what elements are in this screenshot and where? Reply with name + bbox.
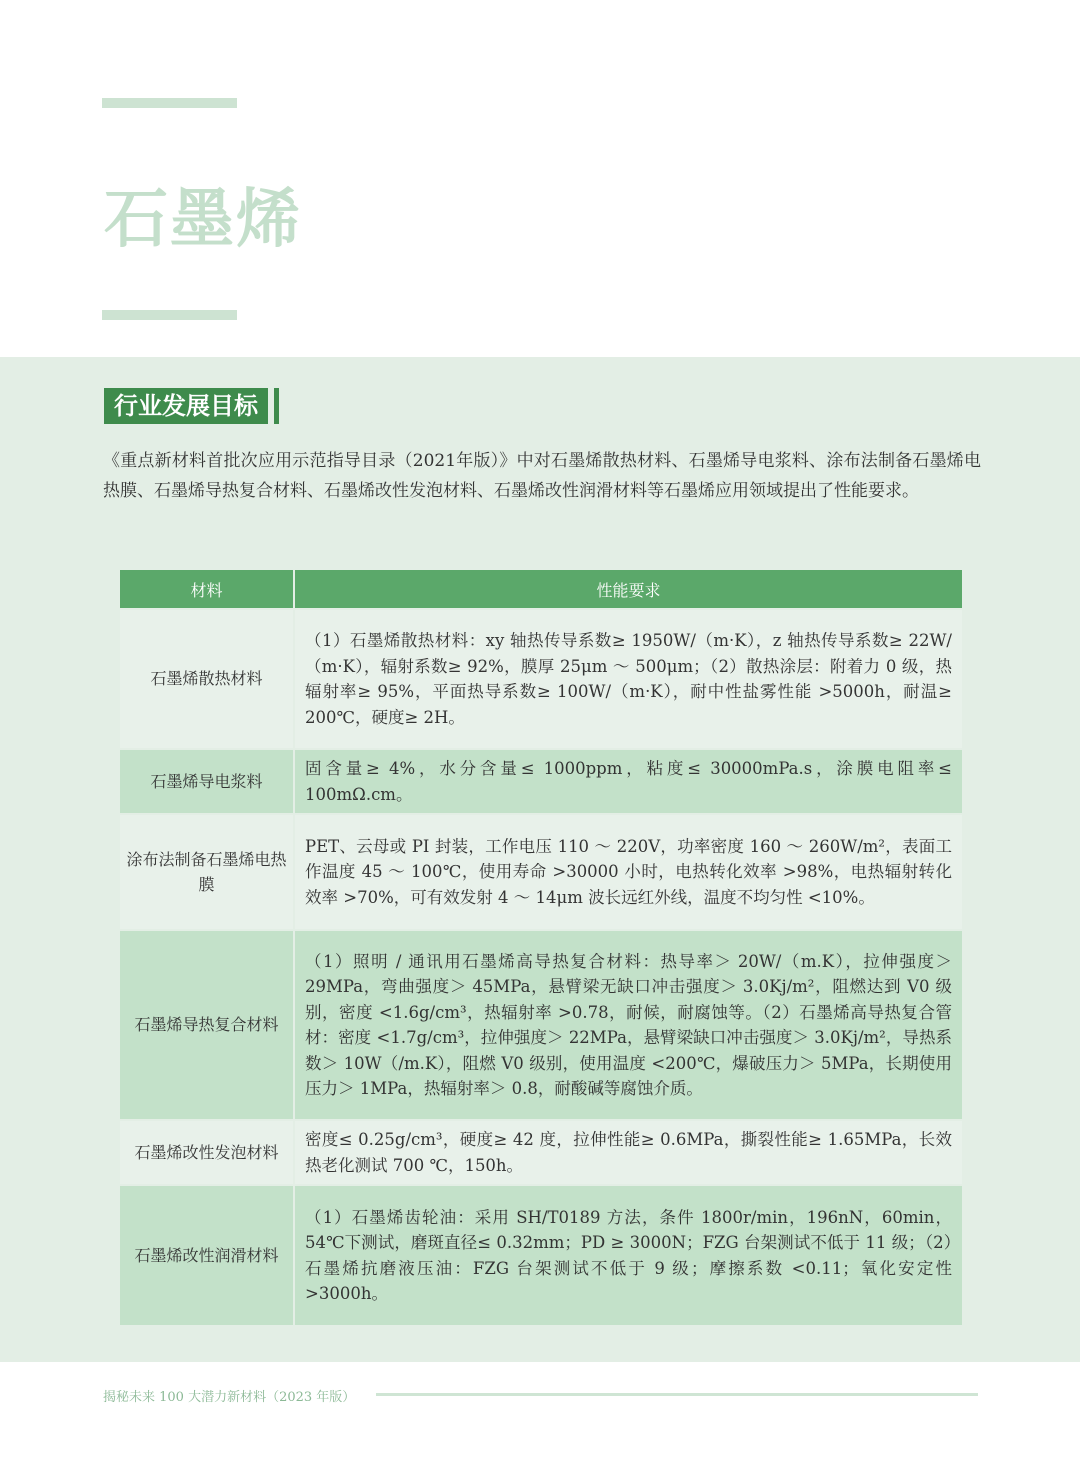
- requirement-cell: （1）照明 / 通讯用石墨烯高导热复合材料：热导率＞ 20W/（m.K），拉伸强度＞ 29MPa，弯曲强度＞ 45MPa，悬臂梁无缺口冲击强度＞ 3.0Kj/m²，阻燃达到 V0 级别，密度 <1.6g/cm³，热辐射率 >0.78，耐候，耐腐蚀等。（2）石墨烯高导热复合管材：密度 <1.7g/cm³，拉伸强度＞ 22MPa，悬臂梁缺口冲击强度＞ 3.0Kj/m²，导热系数＞ 10W（/m.K），阻燃 V0 级别，使用温度 <200℃，爆破压力＞ 5MPa，长期使用压力＞ 1MPa，热辐射率＞ 0.8，耐酸碱等腐蚀介质。: [294, 930, 962, 1120]
- intro-paragraph: 《重点新材料首批次应用示范指导目录（2021年版）》中对石墨烯散热材料、石墨烯导电浆料、涂布法制备石墨烯电热膜、石墨烯导热复合材料、石墨烯改性发泡材料、石墨烯改性润滑材料等石墨烯应用领域提出了性能要求。: [103, 451, 981, 501]
- requirements-table: [120, 570, 962, 1325]
- material-cell: 石墨烯改性发泡材料: [120, 1120, 294, 1185]
- requirement-cell: PET、云母或 PI 封装，工作电压 110 ～ 220V，功率密度 160 ～ 260W/m²，表面工作温度 45 ～ 100℃，使用寿命 >30000 小时，电热转化效率 >98%，电热辐射转化效率 >70%，可有效发射 4 ～ 14μm 波长远红外线，温度不均匀性 <10%。: [294, 814, 962, 930]
- material-cell: 石墨烯导电浆料: [120, 749, 294, 814]
- footer-title: 揭秘未来 100 大潜力新材料（2023 年版）: [103, 1390, 356, 1405]
- material-cell: 石墨烯散热材料: [120, 609, 294, 749]
- material-cell: 石墨烯改性润滑材料: [120, 1185, 294, 1325]
- requirement-cell: （1）石墨烯齿轮油：采用 SH/T0189 方法，条件 1800r/min，196nN，60min，54℃下测试，磨斑直径≤ 0.32mm；PD ≥ 3000N；FZG 台架测试不低于 11 级；（2）石墨烯抗磨液压油：FZG 台架测试不低于 9 级；摩擦系数 <0.11；氧化安定性 >3000h。: [294, 1185, 962, 1325]
- section-heading: 行业发展目标: [104, 388, 268, 424]
- material-cell: 石墨烯导热复合材料: [120, 930, 294, 1120]
- material-cell: 涂布法制备石墨烯电热膜: [120, 814, 294, 930]
- header-requirement: 性能要求: [294, 570, 962, 609]
- requirement-cell: 固含量≥ 4%，水分含量≤ 1000ppm，粘度≤ 30000mPa.s，涂膜电阻率≤ 100mΩ.cm。: [294, 749, 962, 814]
- table-row: [120, 749, 962, 814]
- requirement-cell: 密度≤ 0.25g/cm³，硬度≥ 42 度，拉伸性能≥ 0.6MPa，撕裂性能≥ 1.65MPa，长效热老化测试 700 ℃，150h。: [294, 1120, 962, 1185]
- table-row: [120, 1185, 962, 1325]
- requirement-cell: （1）石墨烯散热材料：xy 轴热传导系数≥ 1950W/（m·K），z 轴热传导系数≥ 22W/（m·K），辐射系数≥ 92%，膜厚 25μm ～ 500μm；（2）散热涂层：附着力 0 级，热辐射率≥ 95%，平面热导系数≥ 100W/（m·K），耐中性盐雾性能 >5000h，耐温≥ 200℃，硬度≥ 2H。: [294, 609, 962, 749]
- table-header-row: [120, 570, 962, 609]
- table-row: [120, 609, 962, 749]
- title-underline: [102, 310, 237, 320]
- section-header: [104, 388, 279, 424]
- table-row: [120, 930, 962, 1120]
- table-row: [120, 814, 962, 930]
- footer-rule: [376, 1393, 978, 1396]
- section-heading-bar: [274, 388, 279, 424]
- top-rule: [102, 98, 237, 108]
- header-material: 材料: [120, 570, 294, 609]
- page-title: 石墨烯: [104, 182, 302, 257]
- table-row: [120, 1120, 962, 1185]
- footer-area: [0, 1362, 1080, 1466]
